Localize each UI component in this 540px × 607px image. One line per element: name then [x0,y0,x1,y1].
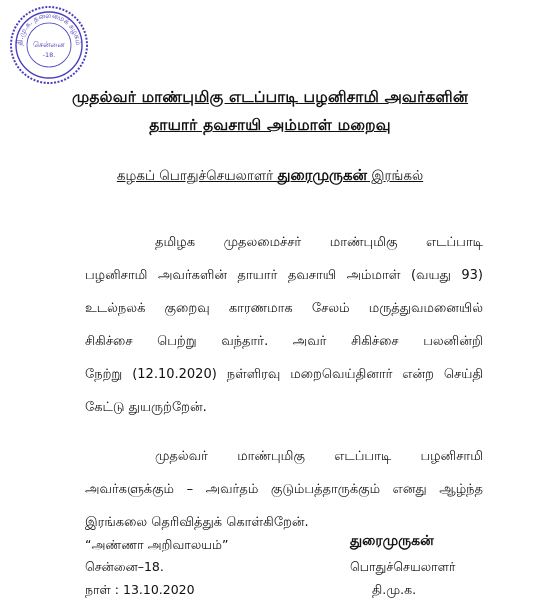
seal-pin-text: -18. [42,51,56,59]
seal-city-text: சென்னை [33,40,65,49]
date-line: நாள் : 13.10.2020 [85,582,195,597]
signatory-name: துரைமுருகன் [350,533,434,549]
headline-line-1: முதல்வர் மாண்புமிகு எடப்பாடி பழனிசாமி அவர்களின் [71,88,469,106]
party-abbreviation: தி.மு.க. [372,582,417,597]
subheading-prefix: கழகப் பொதுச்செயலாளர் [116,168,278,184]
subheading-suffix: இரங்கல் [367,168,424,184]
paragraph-1-line-6: கேட்டு துயருற்றேன். [85,400,207,415]
party-seal-stamp [8,4,90,86]
signatory-title: பொதுச்செயலாளர் [350,559,456,574]
paragraph-1-line-5: நேற்று (12.10.2020) நள்ளிரவு மறைவெய்தினார் என்ற செய்தி [85,367,483,382]
paragraph-1-line-4: சிகிச்சை பெற்று வந்தார். அவர் சிகிச்சை பலனின்றி [85,334,483,349]
paragraph-1-line-2: பழனிசாமி அவர்களின் தாயார் தவசாயி அம்மாள் (வயது 93) [85,268,483,283]
paragraph-2-line-1: முதல்வர் மாண்புமிகு எடப்பாடி பழனிசாமி [155,449,483,464]
paragraph-1-line-3: உடல்நலக் குறைவு காரணமாக சேலம் மருத்துவமனையில் [85,301,483,316]
paragraph-2-line-2: அவர்களுக்கும் – அவர்தம் குடும்பத்தாருக்கும் எனது ஆழ்ந்த [85,482,483,497]
paragraph-1-line-1: தமிழக முதலமைச்சர் மாண்புமிகு எடப்பாடி [155,235,483,250]
address-line-1: “அண்ணா அறிவாலயம்” [85,537,229,552]
seal-org-text: தி.மு.க. தலைமைக் கழகம் [14,10,84,46]
subheading [0,166,540,186]
headline-line-2: தாயார் தவசாயி அம்மாள் மறைவு [149,116,391,134]
subheading-name: துரைமுருகன் [277,166,368,184]
paragraph-2-line-3: இரங்கலை தெரிவித்துக் கொள்கிறேன். [85,515,309,530]
address-line-2: சென்னை–18. [85,559,164,574]
